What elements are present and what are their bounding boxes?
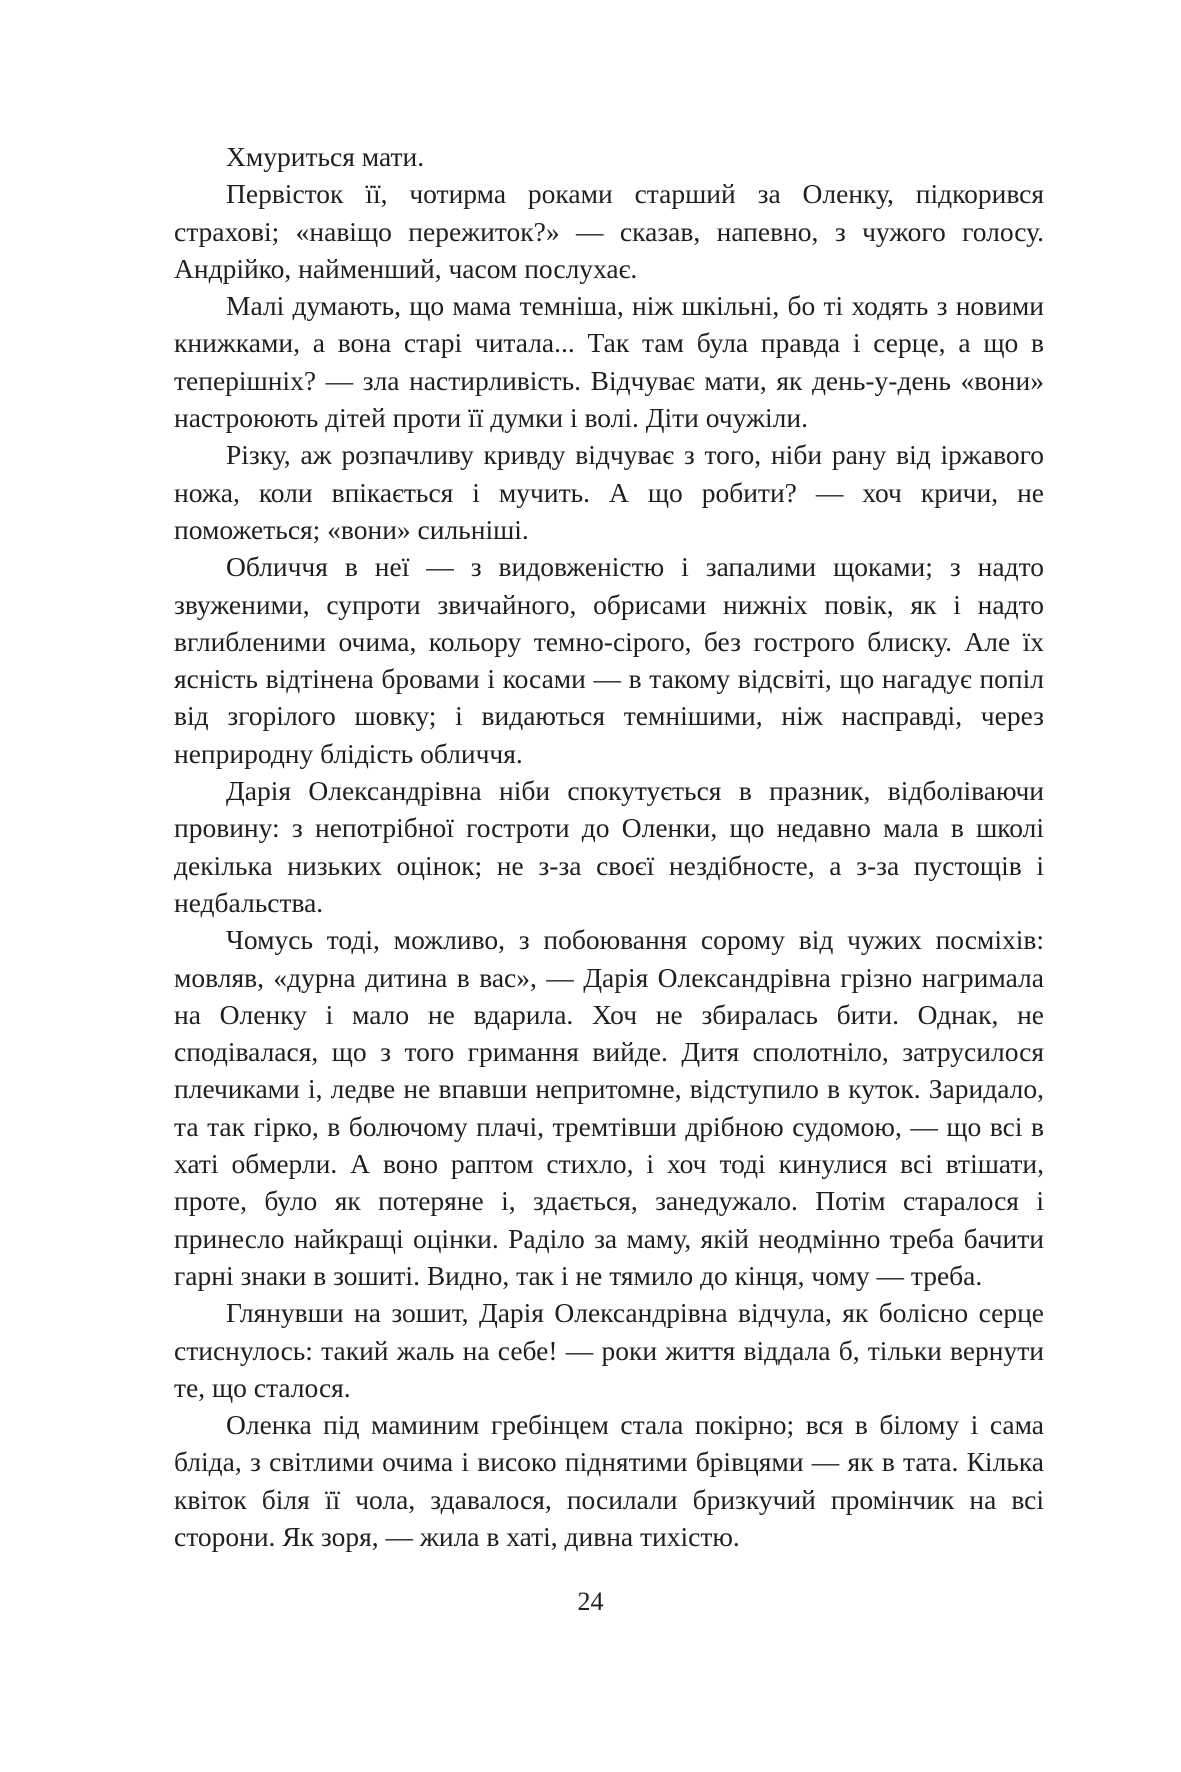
paragraph: Глянувши на зошит, Дарія Олександрівна відчула, як болісно серце стиснулось: такий жаль на себе! — роки життя віддала б, тільки вернути те, що сталося. [174, 1297, 1044, 1403]
paragraph: Дарія Олександрівна ніби спокутується в празник, відболіваючи провину: з непотрібної гостроти до Оленки, що недавно мала в школі декілька низьких оцінок; не з-за своєї нездібносте, а з-за пустощів і недбальства. [174, 775, 1044, 918]
paragraph: Чомусь тоді, можливо, з побоювання сорому від чужих посміхів: мовляв, «дурна дитина в вас», — Дарія Олександрівна грізно нагримала на Оленку і мало не вдарила. Хоч не збиралась бити. Однак, не сподівалася, що з того гримання вийде. Дитя сполотніло, затрусилося плечиками і, ледве не впавши непритомне, відступило в куток. Заридало, та так гірко, в болючому плачі, тремтівши дрібною судомою, — що всі в хаті обмерли. А воно раптом стихло, і хоч тоді кинулися всі втішати, проте, було як потеряне і, здається, занедужало. Потім старалося і принесло найкращі оцінки. Раділо за маму, якій неодмінно треба бачити гарні знаки в зошиті. Видно, так і не тямило до кінця, чому — треба. [174, 924, 1044, 1291]
paragraph: Оленка під маминим гребінцем стала покірно; вся в білому і сама бліда, з світлими очима і високо піднятими брівцями — як в тата. Кілька квіток біля її чола, здавалося, посилали бризкучий промінчик на всі сторони. Як зоря, — жила в хаті, дивна тихістю. [174, 1409, 1044, 1552]
paragraph: Обличчя в неї — з видовженістю і запалими щоками; з надто звуженими, супроти звичайного, обрисами нижніх повік, як і надто вглибленими очима, кольору темно-сірого, без гострого блиску. Але їх ясність відтінена бровами і косами — в такому відсвіті, що нагадує попіл від згорілого шовку; і видаються темнішими, ніж насправді, через неприродну блідість обличчя. [174, 551, 1044, 769]
page-number: 24 [577, 1587, 604, 1616]
paragraph: Хмуриться мати. [226, 141, 425, 172]
paragraph: Первісток її, чотирма роками старший за Оленку, підкорився страхові; «навіщо пережиток?» — сказав, напевно, з чужого голосу. Андрійко, найменший, часом послухає. [174, 178, 1044, 284]
page-body [174, 138, 1044, 1555]
paragraph: Малі думають, що мама темніша, ніж шкільні, бо ті ходять з новими книжками, а вона старі читала... Так там була правда і серце, а що в теперішніх? — зла настирливість. Відчуває мати, як день-у-день «вони» настроюють дітей проти її думки і волі. Діти очужіли. [174, 290, 1044, 434]
paragraph: Різку, аж розпачливу кривду відчуває з того, ніби рану від іржавого ножа, коли впікається і мучить. А що робити? — хоч кричи, не поможеться; «вони» сильніші. [174, 439, 1044, 545]
